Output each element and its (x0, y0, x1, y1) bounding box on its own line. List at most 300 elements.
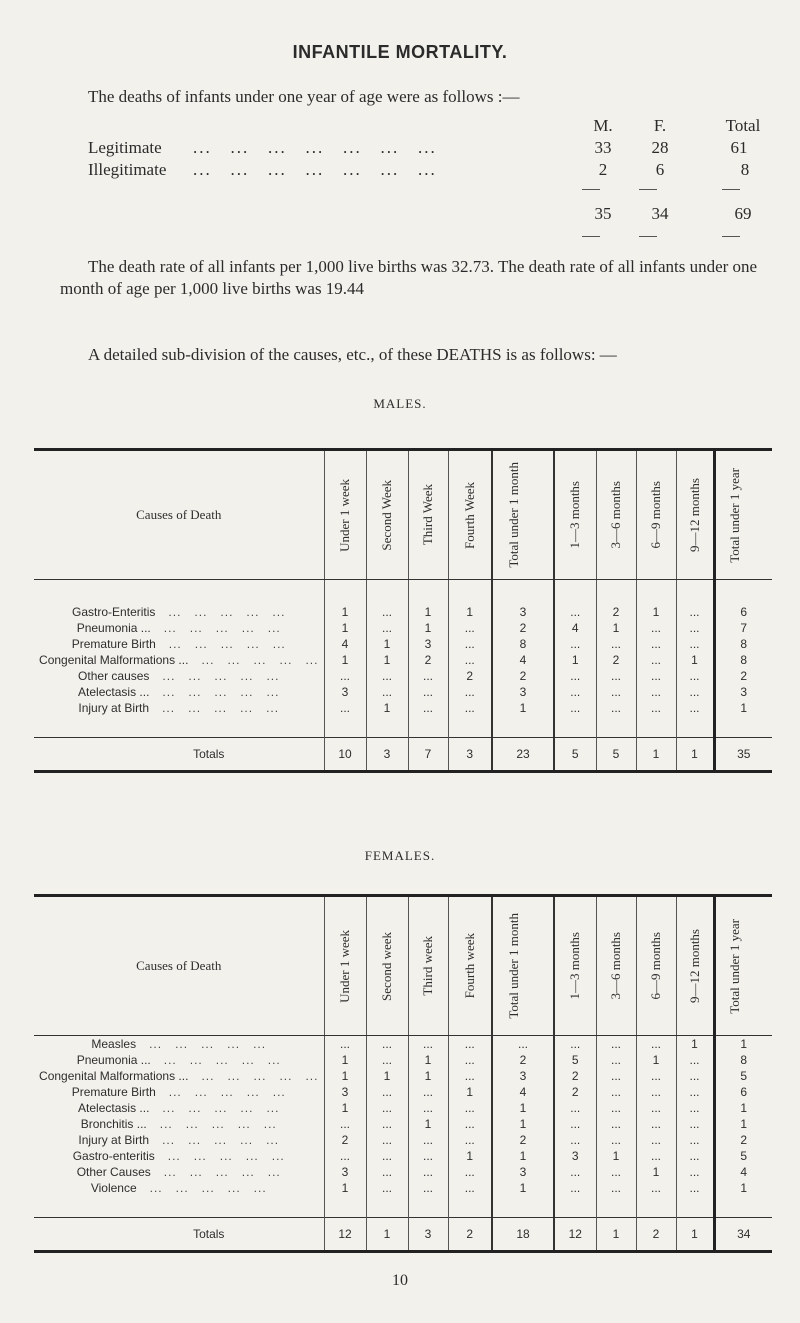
value-cell: ... (636, 1132, 676, 1148)
summary-total: 8 (740, 160, 750, 179)
value-cell: ... (366, 1116, 408, 1132)
leader-dots: ... ... ... ... ... (146, 1116, 277, 1131)
table-row (34, 668, 772, 684)
value-cell: 1 (554, 652, 596, 668)
summary-total-f: 34 (651, 204, 669, 223)
value-cell: ... (676, 1084, 714, 1100)
value-cell: ... (366, 1100, 408, 1116)
page-title: INFANTILE MORTALITY. (292, 42, 508, 62)
value-cell: 1 (448, 1084, 492, 1100)
value-cell: 3 (492, 1068, 554, 1084)
value-cell: 5 (714, 1148, 772, 1164)
value-cell: 5 (714, 1068, 772, 1084)
value-cell: ... (408, 1164, 448, 1180)
value-cell: 1 (366, 636, 408, 652)
summary-row-label: Illegitimate (88, 160, 167, 179)
total-cell: 2 (636, 1218, 676, 1252)
table-row (34, 684, 772, 700)
leader-dots: ... ... ... ... ... (154, 1148, 285, 1163)
leader-dots: ... ... ... ... ... (155, 1084, 286, 1099)
value-cell: ... (366, 620, 408, 636)
value-cell: 1 (448, 1148, 492, 1164)
page-number: 10 (392, 1272, 408, 1289)
value-cell: 3 (324, 1084, 366, 1100)
table-row (34, 1052, 772, 1068)
cause-cell: Bronchitis ... ... ... ... ... ... (80, 1116, 277, 1131)
summary-header-f: F. (653, 116, 667, 135)
value-cell: 1 (408, 1068, 448, 1084)
value-cell: 2 (408, 652, 448, 668)
total-cell: 12 (554, 1218, 596, 1252)
value-cell: ... (596, 1180, 636, 1196)
value-cell: ... (366, 1164, 408, 1180)
col-header: Total under 1 year (714, 450, 772, 580)
value-cell: ... (408, 1100, 448, 1116)
value-cell: ... (366, 1180, 408, 1196)
spacer-row (34, 716, 772, 738)
value-cell: 1 (324, 1068, 366, 1084)
value-cell: ... (554, 668, 596, 684)
table-row (34, 1164, 772, 1180)
cause-cell: Other causes ... ... ... ... ... (78, 668, 280, 683)
value-cell: ... (636, 1068, 676, 1084)
value-cell: 1 (714, 1100, 772, 1116)
value-cell: ... (636, 1100, 676, 1116)
leader-dots: ... ... ... ... ... (155, 636, 286, 651)
value-cell: 1 (676, 652, 714, 668)
summary-rule (582, 236, 600, 237)
value-cell: 2 (554, 1084, 596, 1100)
value-cell: 1 (714, 1036, 772, 1052)
table-row (34, 1036, 772, 1052)
total-cell: 34 (714, 1218, 772, 1252)
value-cell: ... (676, 668, 714, 684)
value-cell: ... (448, 1052, 492, 1068)
value-cell: 8 (714, 1052, 772, 1068)
value-cell: ... (448, 1132, 492, 1148)
value-cell: ... (366, 1052, 408, 1068)
col-header: 6—9 months (636, 450, 676, 580)
col-header: 9—12 months (676, 450, 714, 580)
cause-cell: Measles ... ... ... ... ... (91, 1036, 267, 1051)
col-header: Second week (366, 896, 408, 1036)
leader-dots: ... ... ... ... ... (188, 652, 319, 667)
value-cell: ... (448, 684, 492, 700)
value-cell: 2 (596, 652, 636, 668)
summary-rule (582, 189, 600, 190)
summary-row-legitimate (88, 138, 778, 160)
value-cell: ... (366, 668, 408, 684)
value-cell: 1 (324, 1052, 366, 1068)
value-cell: ... (408, 1132, 448, 1148)
value-cell: ... (554, 684, 596, 700)
value-cell: 1 (408, 1116, 448, 1132)
females-caption: FEMALES. (364, 848, 436, 863)
value-cell: ... (554, 636, 596, 652)
value-cell: ... (366, 604, 408, 620)
col-header: Under 1 week (324, 450, 366, 580)
totals-row (34, 738, 772, 772)
value-cell: ... (554, 1036, 596, 1052)
value-cell: ... (596, 668, 636, 684)
value-cell: ... (596, 636, 636, 652)
total-cell: 7 (408, 738, 448, 772)
col-header: Under 1 week (324, 896, 366, 1036)
value-cell: ... (636, 652, 676, 668)
value-cell: ... (676, 684, 714, 700)
totals-label: Totals (34, 738, 324, 772)
cause-cell: Congenital Malformations ... ... ... ... ... ... (39, 652, 319, 667)
leader-dots: ... ... ... ... ... (150, 1164, 281, 1179)
col-header: 1—3 months (554, 450, 596, 580)
value-cell: 2 (324, 1132, 366, 1148)
value-cell: ... (408, 1180, 448, 1196)
value-cell: ... (324, 1148, 366, 1164)
value-cell: 2 (596, 604, 636, 620)
value-cell: ... (596, 1036, 636, 1052)
summary-f: 28 (651, 138, 669, 157)
value-cell: ... (596, 1132, 636, 1148)
cause-cell: Premature Birth ... ... ... ... ... (71, 1084, 286, 1099)
value-cell: ... (676, 1180, 714, 1196)
summary-rule (639, 189, 657, 190)
value-cell: ... (408, 668, 448, 684)
value-cell: ... (408, 1148, 448, 1164)
summary-header (88, 116, 778, 138)
value-cell: ... (554, 604, 596, 620)
value-cell: 2 (714, 668, 772, 684)
table-row (34, 1116, 772, 1132)
value-cell: ... (676, 700, 714, 716)
death-rate-text: The death rate of all infants per 1,000 live births was 32.73. The death rate of all infants under one month of age per 1,000 live births was 19.44 (60, 257, 758, 298)
value-cell: 1 (408, 1052, 448, 1068)
table-row (34, 1100, 772, 1116)
table-row (34, 1148, 772, 1164)
col-header: 6—9 months (636, 896, 676, 1036)
value-cell: ... (636, 1084, 676, 1100)
cause-cell: Violence ... ... ... ... ... (90, 1180, 267, 1195)
value-cell: ... (324, 1116, 366, 1132)
table-row (34, 1084, 772, 1100)
value-cell: 2 (492, 668, 554, 684)
value-cell: ... (448, 1100, 492, 1116)
summary-row-illegitimate (88, 160, 778, 182)
value-cell: 3 (324, 1164, 366, 1180)
summary-header-total: Total (725, 116, 761, 135)
intro-text: The deaths of infants under one year of age were as follows :— (88, 87, 520, 106)
value-cell: ... (676, 604, 714, 620)
leader-dots: ... ... ... ... ... (188, 1068, 319, 1083)
table-row (34, 1132, 772, 1148)
col-header: Third Week (408, 450, 448, 580)
value-cell: 1 (676, 1036, 714, 1052)
value-cell: 7 (714, 620, 772, 636)
col-header: Total under 1 month (492, 450, 554, 580)
value-cell: 1 (492, 1148, 554, 1164)
total-cell: 5 (554, 738, 596, 772)
value-cell: ... (324, 1036, 366, 1052)
value-cell: ... (366, 684, 408, 700)
value-cell: ... (596, 1100, 636, 1116)
value-cell: ... (324, 668, 366, 684)
leader-dots: ... ... ... ... ... (149, 700, 280, 715)
value-cell: 1 (366, 1068, 408, 1084)
value-cell: ... (408, 1036, 448, 1052)
value-cell: ... (676, 636, 714, 652)
total-cell: 23 (492, 738, 554, 772)
cause-cell: Pneumonia ... ... ... ... ... ... (76, 1052, 281, 1067)
value-cell: ... (676, 1148, 714, 1164)
value-cell: 3 (408, 636, 448, 652)
value-cell: 1 (366, 652, 408, 668)
males-table (34, 448, 772, 773)
value-cell: 3 (324, 684, 366, 700)
value-cell: ... (636, 668, 676, 684)
value-cell: ... (554, 1100, 596, 1116)
value-cell: ... (448, 1036, 492, 1052)
value-cell: 3 (492, 684, 554, 700)
total-cell: 2 (448, 1218, 492, 1252)
value-cell: ... (676, 620, 714, 636)
value-cell: ... (448, 1164, 492, 1180)
value-cell: ... (636, 1036, 676, 1052)
value-cell: 1 (408, 604, 448, 620)
total-cell: 35 (714, 738, 772, 772)
value-cell: 4 (492, 652, 554, 668)
value-cell: ... (492, 1036, 554, 1052)
cause-cell: Other Causes ... ... ... ... ... (76, 1164, 281, 1179)
col-header: Second Week (366, 450, 408, 580)
value-cell: 2 (448, 668, 492, 684)
value-cell: 5 (554, 1052, 596, 1068)
value-cell: 1 (596, 1148, 636, 1164)
value-cell: 1 (714, 700, 772, 716)
value-cell: 1 (324, 604, 366, 620)
leader-dots: ... ... ... ... ... (149, 684, 280, 699)
leader-dots: ... ... ... ... ... ... ... (193, 138, 437, 157)
spacer-row (34, 580, 772, 604)
total-cell: 10 (324, 738, 366, 772)
value-cell: 8 (714, 652, 772, 668)
table-row (34, 620, 772, 636)
total-cell: 12 (324, 1218, 366, 1252)
value-cell: 2 (492, 620, 554, 636)
summary-f: 6 (655, 160, 665, 179)
col-header: 3—6 months (596, 896, 636, 1036)
total-cell: 1 (636, 738, 676, 772)
value-cell: 8 (714, 636, 772, 652)
value-cell: 1 (636, 1052, 676, 1068)
value-cell: ... (596, 1116, 636, 1132)
value-cell: ... (554, 1164, 596, 1180)
leader-dots: ... ... ... ... ... (150, 1052, 281, 1067)
total-cell: 1 (676, 738, 714, 772)
cause-cell: Congenital Malformations ... ... ... ... ... ... (39, 1068, 319, 1083)
value-cell: 1 (492, 1100, 554, 1116)
value-cell: ... (596, 684, 636, 700)
value-cell: ... (554, 1132, 596, 1148)
value-cell: ... (408, 684, 448, 700)
value-cell: ... (636, 1148, 676, 1164)
summary-total-all: 69 (734, 204, 752, 223)
total-cell: 3 (448, 738, 492, 772)
col-header: 1—3 months (554, 896, 596, 1036)
col-header: 3—6 months (596, 450, 636, 580)
value-cell: 1 (408, 620, 448, 636)
value-cell: 1 (714, 1116, 772, 1132)
value-cell: ... (636, 1116, 676, 1132)
value-cell: 8 (492, 636, 554, 652)
value-cell: ... (448, 636, 492, 652)
summary-m: 33 (594, 138, 612, 157)
total-cell: 1 (596, 1218, 636, 1252)
females-header-row (34, 896, 772, 1036)
value-cell: ... (676, 1100, 714, 1116)
cause-cell: Injury at Birth ... ... ... ... ... (78, 1132, 280, 1147)
value-cell: 4 (554, 620, 596, 636)
value-cell: ... (596, 1052, 636, 1068)
value-cell: ... (636, 620, 676, 636)
value-cell: 3 (492, 1164, 554, 1180)
leader-dots: ... ... ... ... ... ... ... (193, 160, 437, 179)
value-cell: ... (448, 1116, 492, 1132)
value-cell: ... (448, 700, 492, 716)
value-cell: 2 (554, 1068, 596, 1084)
leader-dots: ... ... ... ... ... (155, 604, 286, 619)
leader-dots: ... ... ... ... ... (150, 620, 281, 635)
cause-cell: Gastro-enteritis ... ... ... ... ... (72, 1148, 285, 1163)
females-table (34, 894, 772, 1253)
table-row (34, 652, 772, 668)
value-cell: ... (596, 1068, 636, 1084)
value-cell: 1 (492, 1116, 554, 1132)
males-header-row (34, 450, 772, 580)
value-cell: 1 (324, 652, 366, 668)
summary-rule (722, 236, 740, 237)
summary-total: 61 (730, 138, 748, 157)
value-cell: 6 (714, 1084, 772, 1100)
col-header: Fourth week (448, 896, 492, 1036)
leader-dots: ... ... ... ... ... (149, 1100, 280, 1115)
totals-row (34, 1218, 772, 1252)
cause-cell: Atelectasis ... ... ... ... ... ... (78, 1100, 280, 1115)
value-cell: 2 (492, 1052, 554, 1068)
summary-row-label: Legitimate (88, 138, 162, 157)
value-cell: 2 (714, 1132, 772, 1148)
value-cell: 3 (714, 684, 772, 700)
value-cell: 4 (492, 1084, 554, 1100)
value-cell: ... (676, 1132, 714, 1148)
leader-dots: ... ... ... ... ... (136, 1180, 267, 1195)
value-cell: 4 (714, 1164, 772, 1180)
value-cell: ... (676, 1116, 714, 1132)
value-cell: 3 (492, 604, 554, 620)
value-cell: ... (366, 1148, 408, 1164)
leader-dots: ... ... ... ... ... (149, 668, 280, 683)
value-cell: 2 (492, 1132, 554, 1148)
col-header: Total under 1 year (714, 896, 772, 1036)
total-cell: 1 (676, 1218, 714, 1252)
value-cell: ... (554, 700, 596, 716)
value-cell: 1 (366, 700, 408, 716)
value-cell: ... (448, 1068, 492, 1084)
value-cell: ... (366, 1132, 408, 1148)
value-cell: ... (554, 1116, 596, 1132)
value-cell: 1 (636, 1164, 676, 1180)
value-cell: ... (636, 700, 676, 716)
value-cell: 1 (324, 1180, 366, 1196)
col-header: Total under 1 month (492, 896, 554, 1036)
summary-total-m: 35 (594, 204, 612, 223)
cause-cell: Pneumonia ... ... ... ... ... ... (76, 620, 281, 635)
value-cell: ... (636, 1180, 676, 1196)
total-cell: 3 (408, 1218, 448, 1252)
col-header: Third week (408, 896, 448, 1036)
value-cell: 3 (554, 1148, 596, 1164)
value-cell: ... (366, 1084, 408, 1100)
value-cell: ... (636, 636, 676, 652)
value-cell: ... (554, 1180, 596, 1196)
table-row (34, 1068, 772, 1084)
value-cell: ... (636, 684, 676, 700)
value-cell: ... (324, 700, 366, 716)
cause-cell: Atelectasis ... ... ... ... ... ... (78, 684, 280, 699)
value-cell: 4 (324, 636, 366, 652)
value-cell: ... (676, 1164, 714, 1180)
total-cell: 5 (596, 738, 636, 772)
totals-label: Totals (34, 1218, 324, 1252)
division-text: A detailed sub-division of the causes, etc., of these DEATHS is as follows: — (88, 345, 617, 364)
summary-rule (722, 189, 740, 190)
summary-m: 2 (598, 160, 608, 179)
summary-rule (639, 236, 657, 237)
value-cell: 1 (596, 620, 636, 636)
value-cell: 6 (714, 604, 772, 620)
value-cell: 1 (492, 1180, 554, 1196)
value-cell: ... (366, 1036, 408, 1052)
value-cell: ... (596, 700, 636, 716)
cause-cell: Gastro-Enteritis ... ... ... ... ... (72, 604, 286, 619)
total-cell: 3 (366, 738, 408, 772)
leader-dots: ... ... ... ... ... (136, 1036, 267, 1051)
males-caption: MALES. (373, 396, 427, 411)
value-cell: 1 (492, 700, 554, 716)
cause-cell: Premature Birth ... ... ... ... ... (71, 636, 286, 651)
summary-totals (88, 204, 778, 226)
value-cell: ... (676, 1068, 714, 1084)
leader-dots: ... ... ... ... ... (149, 1132, 280, 1147)
value-cell: 1 (448, 604, 492, 620)
value-cell: ... (596, 1084, 636, 1100)
table-row (34, 636, 772, 652)
total-cell: 1 (366, 1218, 408, 1252)
value-cell: ... (448, 620, 492, 636)
value-cell: ... (408, 1084, 448, 1100)
value-cell: 1 (636, 604, 676, 620)
col-header: 9—12 months (676, 896, 714, 1036)
col-header: Fourth Week (448, 450, 492, 580)
value-cell: 1 (714, 1180, 772, 1196)
table-row (34, 604, 772, 620)
value-cell: ... (448, 1180, 492, 1196)
cause-cell: Injury at Birth ... ... ... ... ... (78, 700, 280, 715)
table-row (34, 1180, 772, 1196)
cause-header: Causes of Death (34, 896, 324, 1036)
value-cell: ... (596, 1164, 636, 1180)
value-cell: 1 (324, 1100, 366, 1116)
value-cell: 1 (324, 620, 366, 636)
value-cell: ... (408, 700, 448, 716)
